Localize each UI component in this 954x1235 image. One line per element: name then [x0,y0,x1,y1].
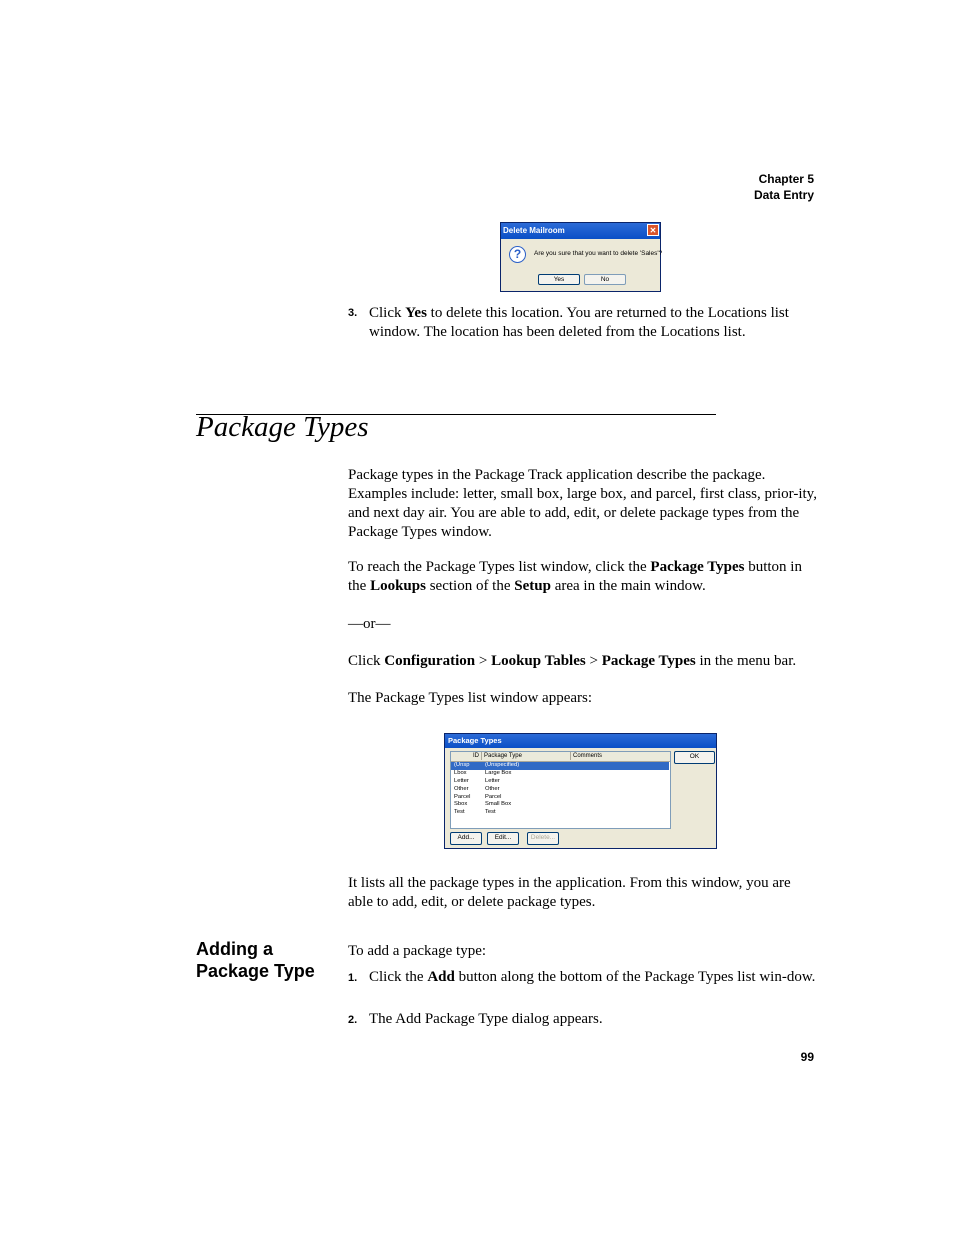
menu-p1: Click [348,653,385,669]
reach-paragraph [348,558,818,596]
table-row[interactable] [451,794,670,802]
step-1-bold: Add [427,969,455,985]
column-header-comments[interactable]: Comments [573,753,603,759]
edit-button[interactable]: Edit... [487,832,519,845]
table-row[interactable] [451,778,670,786]
question-icon: ? [509,246,526,263]
reach-p4: area in the main window. [550,578,706,594]
table-row[interactable] [451,786,670,794]
list-header [451,752,670,762]
column-header-id[interactable]: ID [451,752,482,760]
step-3-pre: Click [369,305,406,321]
step-3-post: to delete this location. You are returned to the Locations list window. The location has been deleted from the Locations list. [369,305,789,340]
row-id: Other [454,785,469,792]
step-1-post: button along the bottom of the Package Types list win-dow. [454,969,816,985]
row-package-type: Large Box [485,769,512,776]
menu-b1: Configuration [384,653,476,669]
row-package-type: Letter [485,777,500,784]
delete-mailroom-dialog [500,222,661,292]
package-types-window [444,733,717,849]
menu-b2: Lookup Tables [491,653,586,669]
dialog-message: Are you sure that you want to delete 'Sales'? [534,250,663,257]
row-package-type: Test [485,809,496,816]
menu-b3: Package Types [601,653,696,669]
row-id: Lbox [454,769,467,776]
step-1-pre: Click the [369,969,428,985]
table-row[interactable] [451,770,670,778]
column-header-package-type[interactable]: Package Type [482,752,571,760]
row-id: (Unsp [454,762,470,768]
window-title: Package Types [445,734,716,748]
add-button[interactable]: Add... [450,832,482,845]
reach-p3: section of the [425,578,515,594]
subsection-title: Adding a Package Type [196,939,315,981]
step-number: 3. [348,307,358,319]
table-row[interactable] [451,809,670,817]
row-package-type: Other [485,785,500,792]
table-row[interactable] [451,762,669,770]
after-paragraph: It lists all the package types in the application. From this window, you are able to add, edit, or delete package types. [348,875,791,910]
ok-button[interactable]: OK [674,751,715,764]
yes-button[interactable]: Yes [538,274,580,285]
dialog-title: Delete Mailroom [503,226,565,235]
row-package-type: Small Box [485,801,512,808]
step-3-text [369,304,819,342]
row-package-type: Parcel [485,793,502,800]
running-header-section: Data Entry [753,188,814,202]
running-header-chapter: Chapter 5 [758,172,814,186]
list-rows [451,762,670,817]
intro-paragraph: Package types in the Package Track application describe the package. Examples include: letter, small box, large box, and parcel, first class, prior-ity, and next day air. You are able to add, edit, or delete package types from the Package Types window. [348,467,817,540]
package-types-list[interactable] [450,751,671,829]
close-icon[interactable]: ✕ [647,224,659,236]
delete-button: Delete... [527,832,559,845]
reach-b3: Setup [514,578,551,594]
no-button[interactable]: No [584,274,626,285]
or-separator: —or— [348,616,391,632]
menu-path-paragraph [348,652,828,671]
to-add-paragraph: To add a package type: [348,943,487,959]
table-row[interactable] [451,801,670,809]
row-id: Sbox [454,801,468,808]
row-id: Letter [454,777,469,784]
appears-paragraph: The Package Types list window appears: [348,690,593,706]
menu-sep2: > [585,653,602,669]
dialog-title-bar [501,223,660,239]
reach-b2: Lookups [370,578,426,594]
menu-sep1: > [475,653,492,669]
row-id: Parcel [454,793,471,800]
step-3-bold: Yes [405,305,427,321]
reach-p1: To reach the Package Types list window, click the [348,559,651,575]
reach-b1: Package Types [650,559,745,575]
section-title: Package Types [196,411,369,443]
row-package-type: (Unspecified) [485,762,520,768]
step-number: 2. [348,1014,358,1026]
step-number: 1. [348,972,358,984]
reach-p2: button in the [348,559,802,594]
page-number: 99 [800,1050,814,1064]
step-1-text [369,968,819,987]
menu-p2: in the menu bar. [695,653,797,669]
step-2-text: The Add Package Type dialog appears. [369,1011,603,1027]
row-id: Test [454,809,465,816]
